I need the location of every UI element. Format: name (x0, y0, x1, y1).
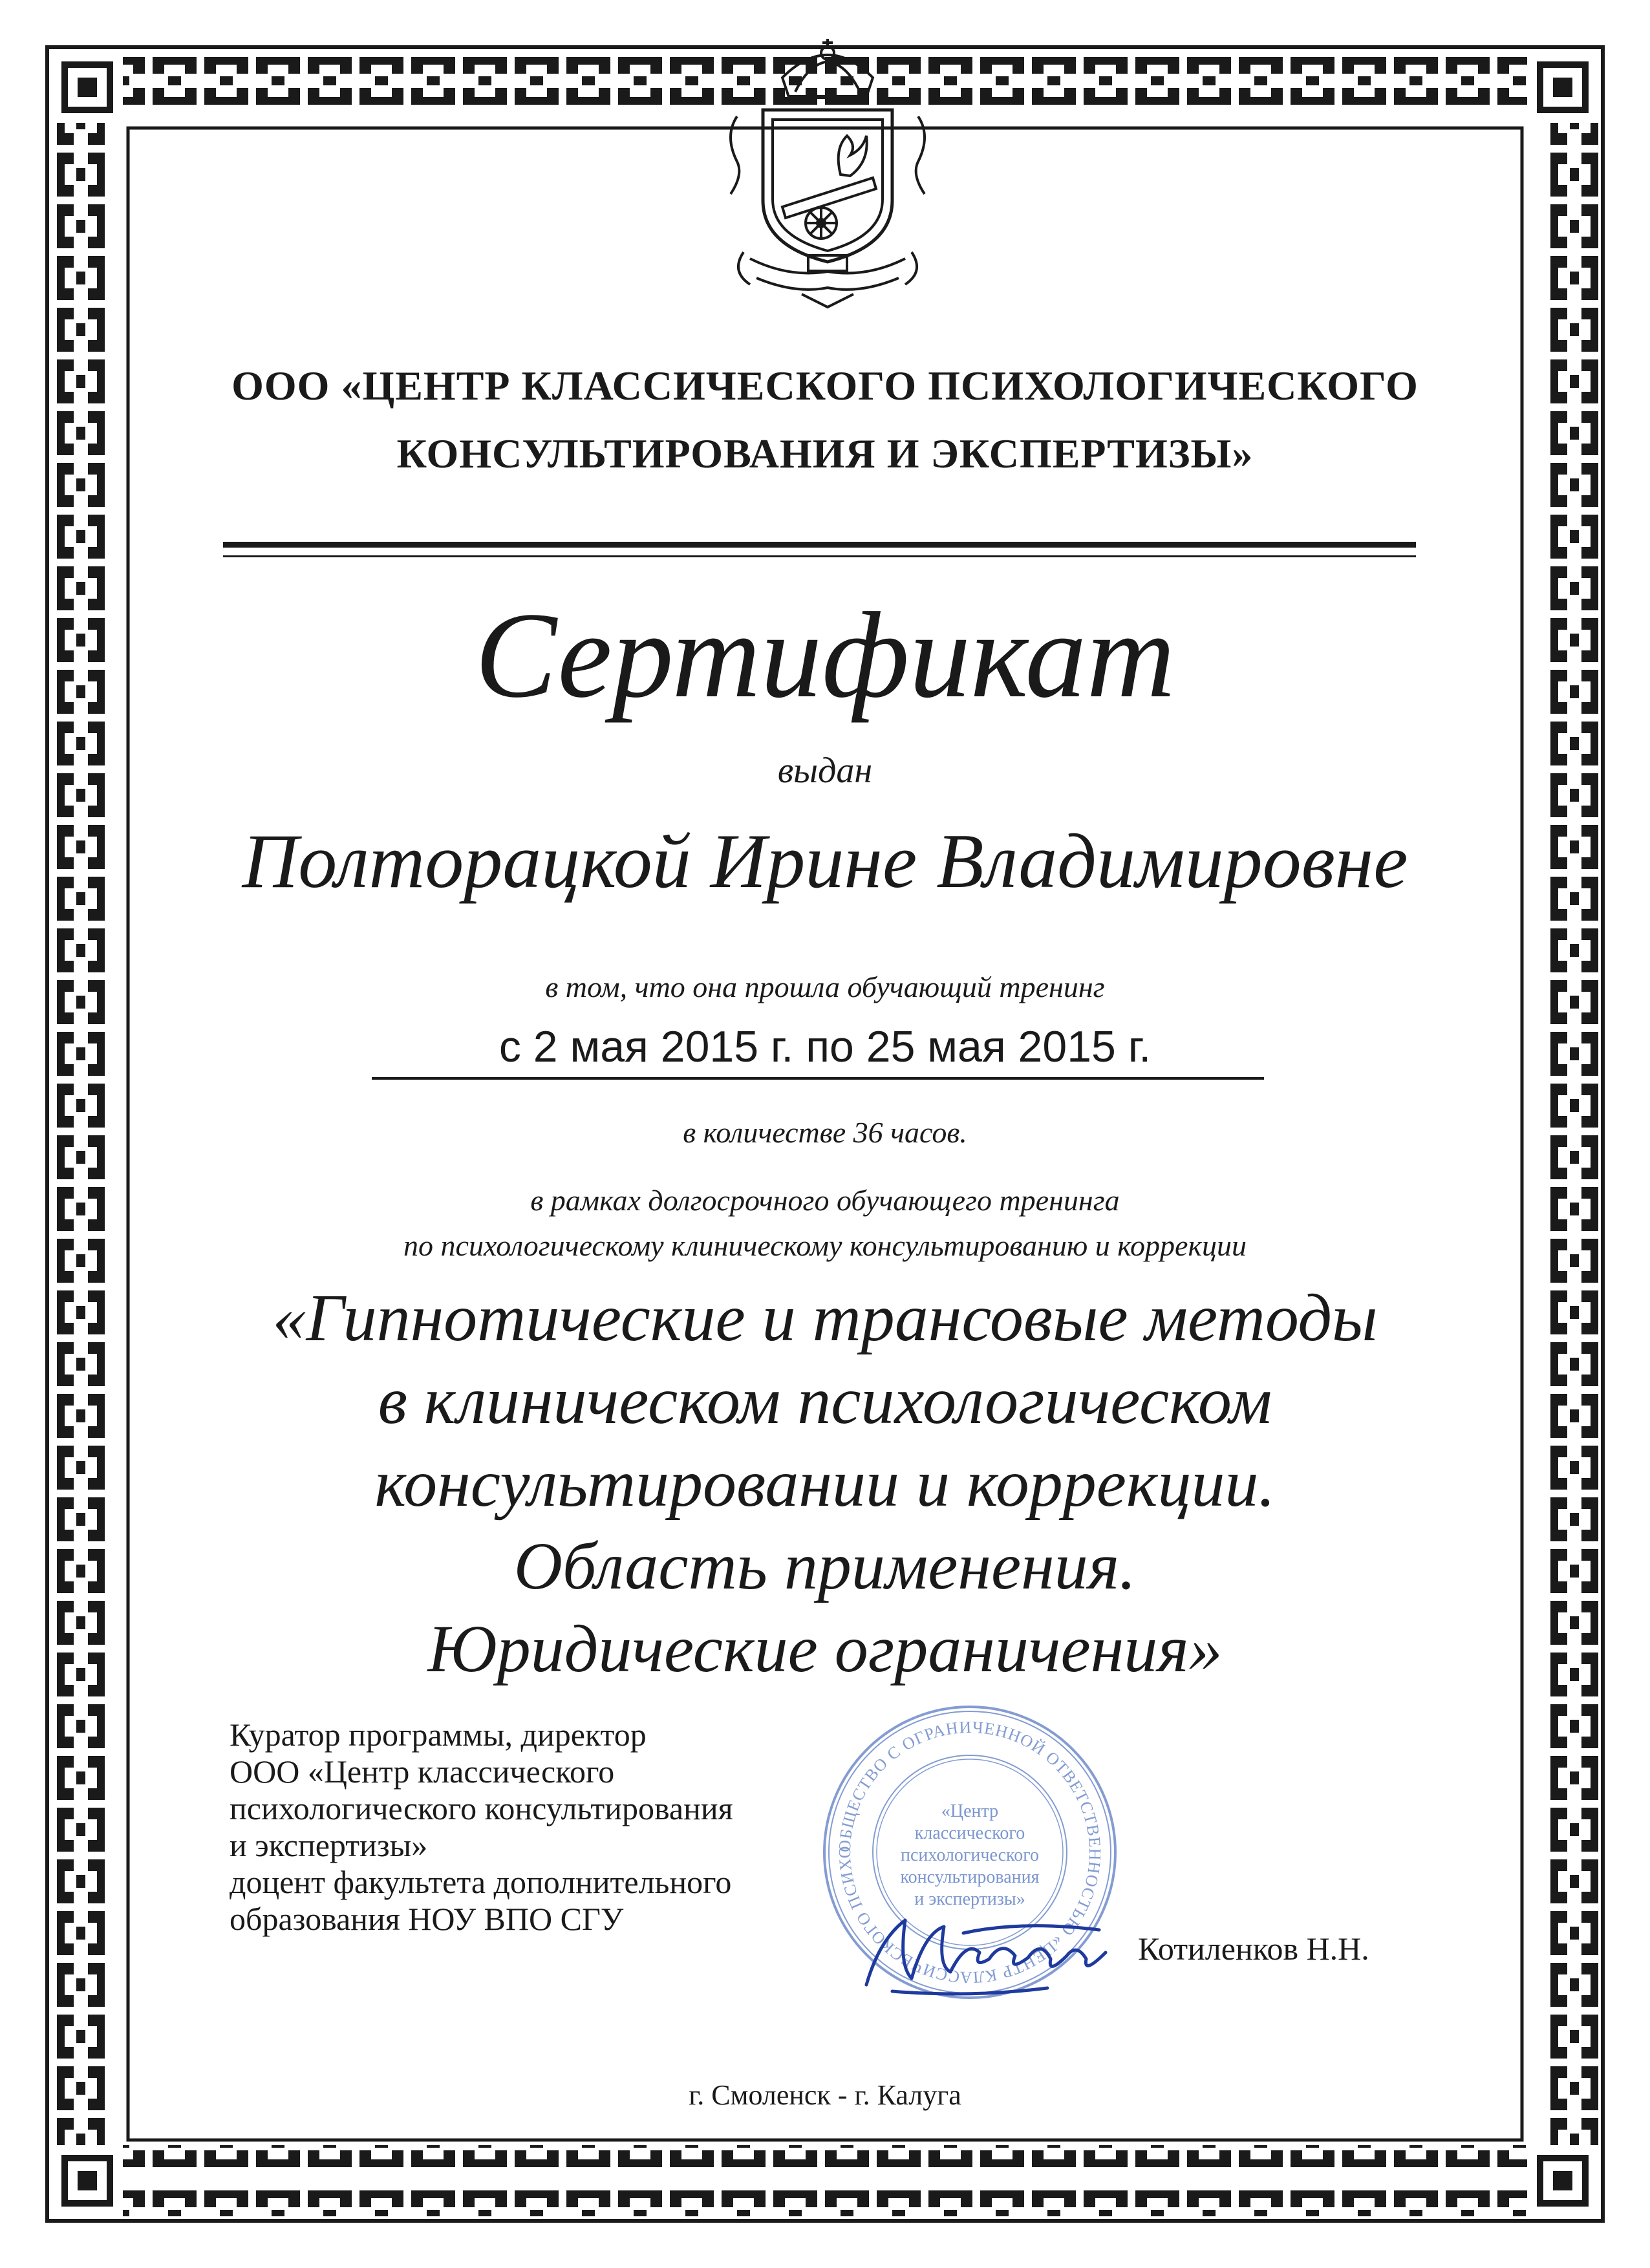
training-topic (97, 1277, 1553, 1691)
seal-center-line: «Центр (941, 1801, 999, 1821)
seal-center-line: и экспертизы» (914, 1889, 1025, 1909)
curator-line: Куратор программы, директор (230, 1717, 647, 1753)
curator-line: ООО «Центр классического (230, 1753, 615, 1790)
signer-name: Котиленков Н.Н. (1138, 1931, 1369, 1967)
curator-line: и экспертизы» (230, 1827, 428, 1863)
topic-line: консультировании и коррекции. (374, 1446, 1276, 1521)
recipient-name: Полторацкой Ирине Владимировне (242, 818, 1408, 904)
topic-line: Юридические ограничения» (427, 1612, 1223, 1686)
training-hours: в количестве 36 часов. (683, 1116, 967, 1149)
curator-block (230, 1717, 733, 1938)
topic-line: «Гипнотические и трансовые методы (272, 1281, 1378, 1355)
curator-line: психологического консультирования (230, 1790, 733, 1826)
seal-center-line: классического (914, 1823, 1025, 1843)
coat-of-arms-emblem (711, 39, 944, 310)
curator-line: доцент факультета дополнительного (230, 1864, 732, 1900)
footer-city: г. Смоленск - г. Калуга (689, 2079, 961, 2111)
signature-icon (853, 1894, 1125, 2004)
certificate-title: Сертификат (475, 588, 1175, 723)
organization-name-line1: ООО «ЦЕНТР КЛАССИЧЕСКОГО ПСИХОЛОГИЧЕСКОГО (231, 363, 1419, 409)
topic-line: Область применения. (513, 1529, 1137, 1603)
issued-label: выдан (777, 751, 873, 791)
header-divider-thin (223, 555, 1416, 557)
organization-name-line2: КОНСУЛЬТИРОВАНИЯ И ЭКСПЕРТИЗЫ» (396, 431, 1254, 476)
curator-line: образования НОУ ВПО СГУ (230, 1901, 624, 1937)
training-dates: с 2 мая 2015 г. по 25 мая 2015 г. (498, 1022, 1152, 1071)
seal-center-line: психологического (900, 1845, 1040, 1865)
curator-signature (853, 1894, 1125, 2004)
topic-line: в клиническом психологическом (378, 1364, 1272, 1438)
seal-ring-text: ОБЩЕСТВО С ОГРАНИЧЕННОЙ ОТВЕТСТВЕННОСТЬЮ «ЦЕНТР КЛАССИЧЕСКОГО ПСИХО (835, 1717, 1105, 1987)
completion-text: в том, что она прошла обучающий тренинг (545, 970, 1105, 1003)
seal-center-line: консультирования (900, 1867, 1040, 1887)
dates-underline (372, 1077, 1264, 1080)
coat-of-arms-icon (711, 39, 944, 310)
header-divider-thick (223, 542, 1416, 548)
framework-line1: в рамках долгосрочного обучающего тренинга (530, 1184, 1120, 1217)
framework-line2: по психологическому клиническому консультированию и коррекции (403, 1229, 1247, 1262)
